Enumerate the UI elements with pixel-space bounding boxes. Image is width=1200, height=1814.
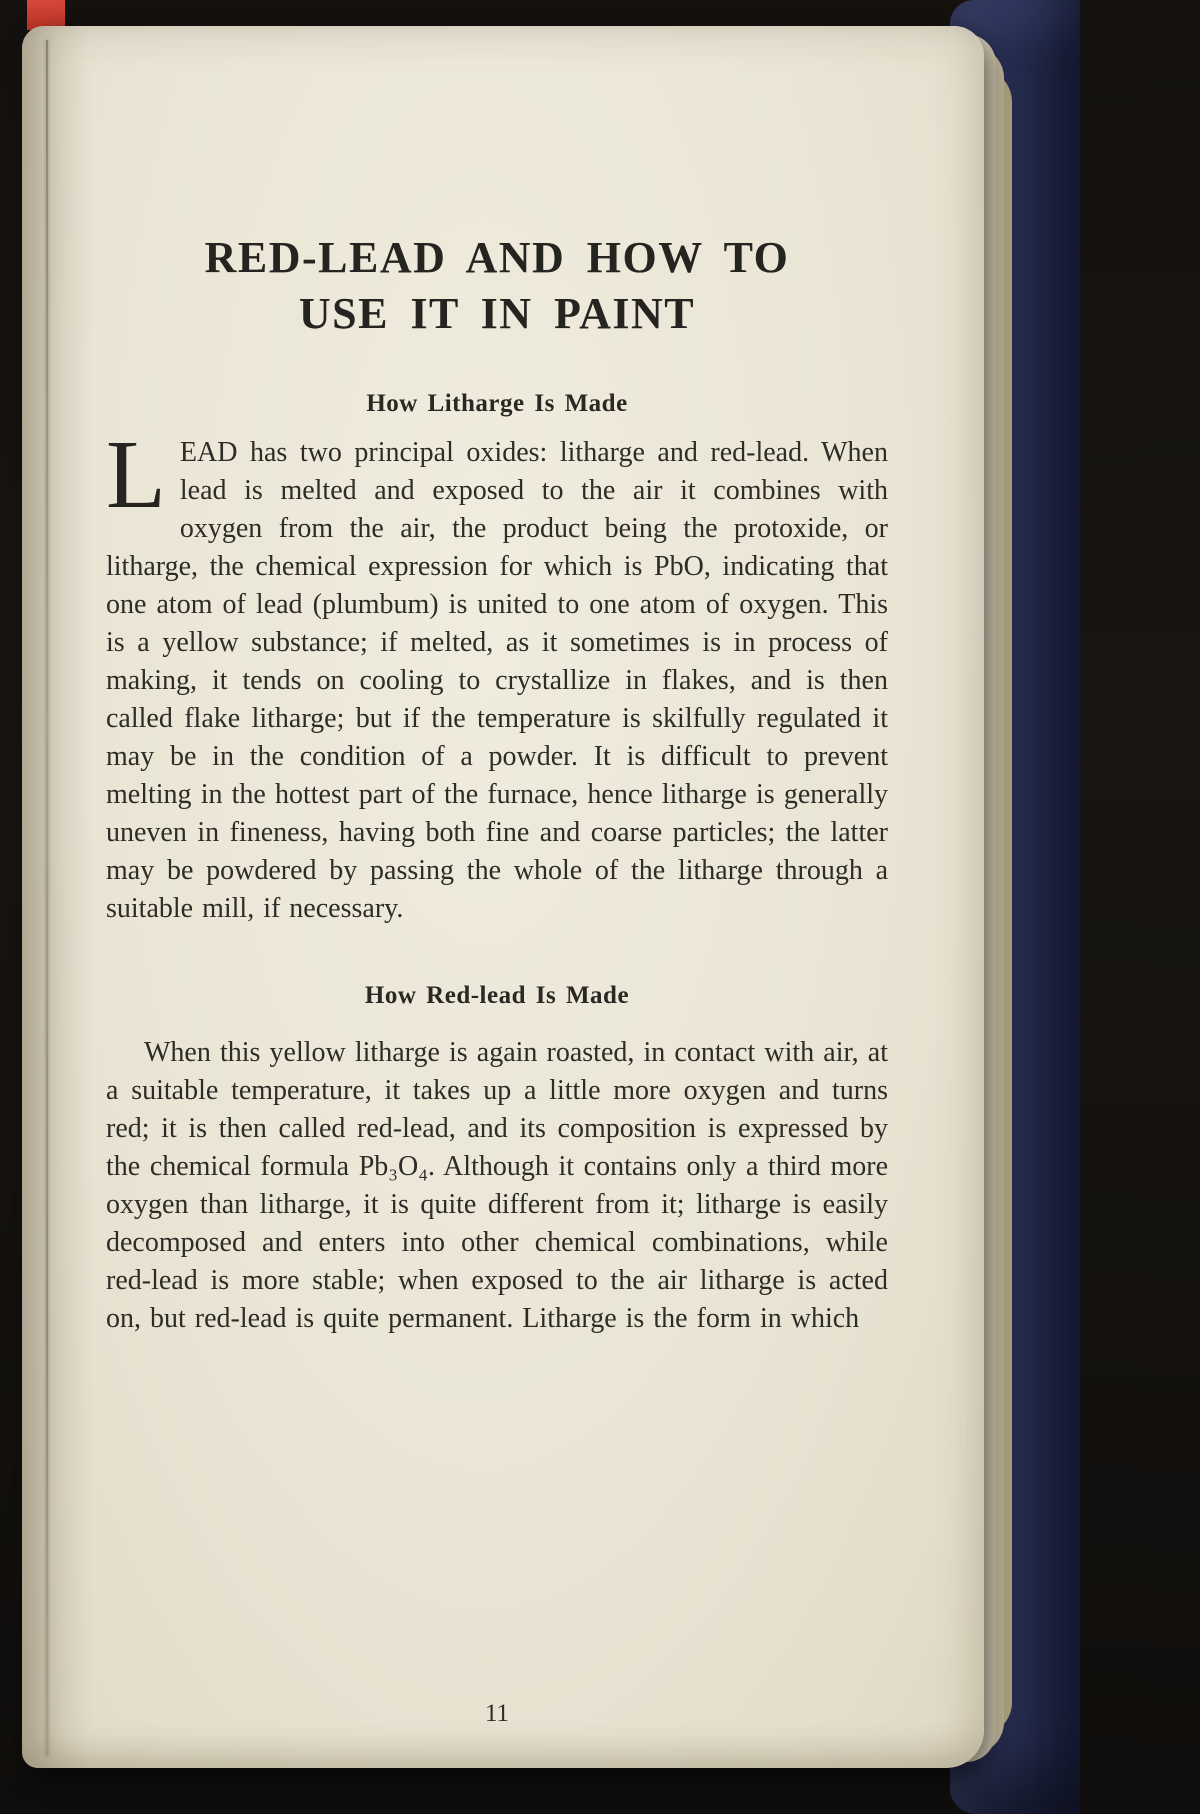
- page-number: 11: [484, 1700, 510, 1727]
- page-title-line-2: USE IT IN PAINT: [298, 289, 696, 338]
- section-heading-redlead: How Red-lead Is Made: [364, 982, 630, 1009]
- paragraph-redlead: When this yellow litharge is again roasted, in contact with air, at a suitable temperature, it takes up a little more oxygen and turns red; it is then called red-lead, and its composition is expressed by the chemical formula Pb₃O₄. Although it contains only a third more oxygen than litharge, it is quite different from it; litharge is easily decomposed and enters into other chemical combinations, while red-lead is more stable; when exposed to the air litharge is acted on, but red-lead is quite permanent. Litharge is the form in which: [106, 1037, 888, 1334]
- section-heading-litharge: How Litharge Is Made: [366, 390, 628, 417]
- page-gutter-crease: [46, 40, 48, 1756]
- page-content: [106, 26, 888, 1768]
- page-title-line-1: RED-LEAD AND HOW TO: [204, 233, 790, 282]
- paragraph-litharge: LEAD has two principal oxides: litharge and red-lead. When lead is melted and exposed to the air it combines with oxygen from the air, the product being the protoxide, or litharge, the chemical expression for which is PbO, indicating that one atom of lead (plumbum) is united to one atom of oxygen. This is a yellow substance; if melted, as it sometimes is in process of making, it tends on cooling to crystallize in flakes, and is then called flake litharge; but if the temperature is skilfully regulated it may be in the condition of a powder. It is difficult to prevent melting in the hottest part of the furnace, hence litharge is generally uneven in fineness, having both fine and coarse particles; the latter may be powdered by passing the whole of the litharge through a suitable mill, if necessary.: [106, 421, 888, 924]
- page-title: [106, 230, 888, 342]
- page-gutter-shadow: [22, 26, 92, 1768]
- book-page: [22, 26, 984, 1768]
